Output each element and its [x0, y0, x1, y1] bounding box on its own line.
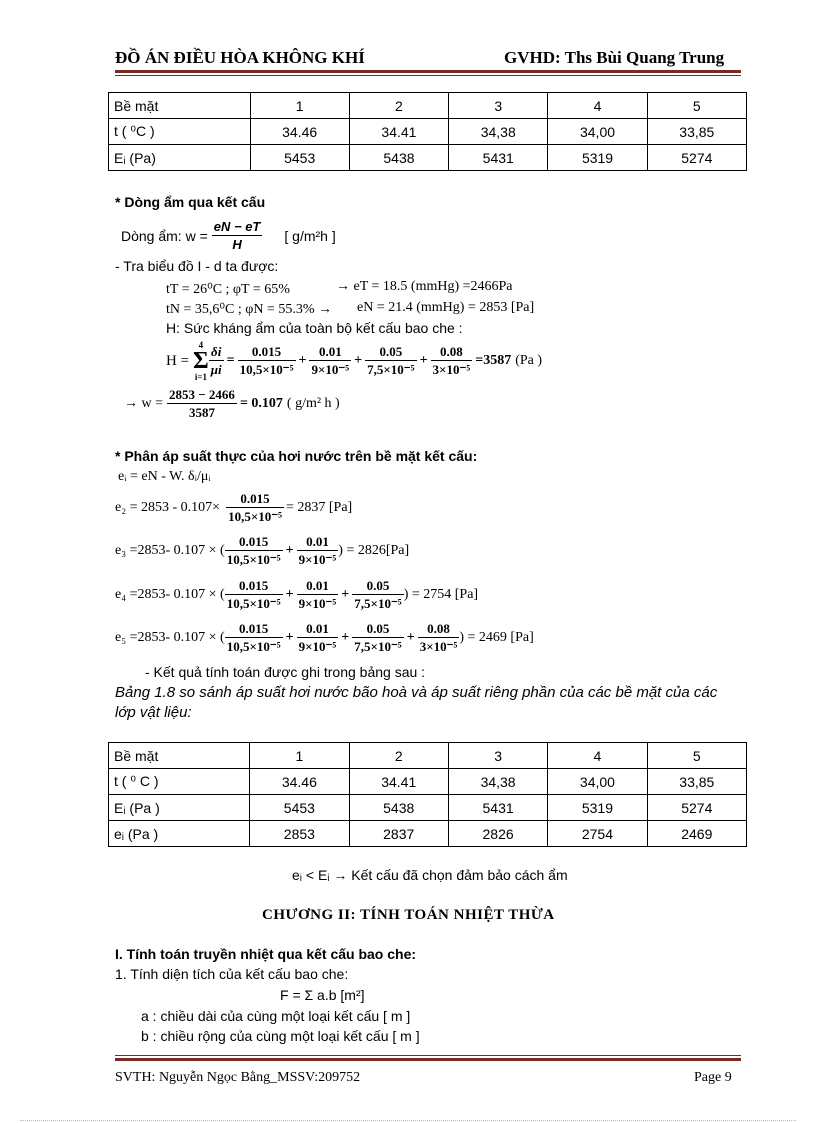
table-cell: 5274: [647, 145, 746, 171]
table-cell: 5431: [448, 795, 547, 821]
table-cell: 2469: [647, 821, 746, 847]
table-cell: 34.41: [349, 119, 448, 145]
sum-operator: [193, 340, 209, 382]
area-formula: F = Σ a.b [m²]: [280, 987, 365, 1003]
table-cell: 4: [548, 743, 647, 769]
table-row: [109, 821, 747, 847]
sum-lower: i=1: [194, 372, 207, 382]
table-row: [109, 795, 747, 821]
row-label-cell: Bề mặt: [109, 743, 250, 769]
table-cell: 2853: [250, 821, 349, 847]
layer-fraction-1: $\frac{0.015}{\text{10,5×10⁻⁵}}$: [239, 344, 294, 377]
conclusion: eᵢ < Eᵢ → Kết cấu đã chọn đảm bảo cách ẩm: [292, 867, 568, 883]
table-cell: 5274: [647, 795, 746, 821]
w-result: = 0.107: [239, 396, 283, 411]
partial-pressure-formula: eᵢ = eN - W. δᵢ/μᵢ: [118, 469, 211, 484]
footer-rule-thin: [115, 1055, 741, 1056]
flow-fraction: [212, 218, 263, 254]
table-cell: 5319: [548, 795, 647, 821]
e3-equation: e₃ =2853- 0.107 × ( $\frac{0.015}{\text{10,5×10⁻⁵}}$ + $\frac{0.01}{\text{9×10⁻⁵}}$ ) = 2826[Pa]: [115, 534, 410, 567]
table-row: [109, 119, 747, 145]
w-prefix: → w =: [124, 396, 164, 411]
e5-equation: e₅ =2853- 0.107 × ( $\frac{0.015}{\text{10,5×10⁻⁵}}$ + $\frac{0.01}{\text{9×10⁻⁵}}$ + $\frac{0.05}{\text{7,5×10⁻⁵}}$ + $\frac{0.08}{\text{3×10⁻⁵}}$ ) = 2469 [Pa]: [115, 621, 534, 654]
table-cell: 5: [647, 743, 746, 769]
moisture-flow-title: * Dòng ẩm qua kết cấu: [115, 194, 266, 210]
length-definition: a : chiều dài của cùng một loại kết cấu [ m ]: [141, 1008, 411, 1024]
inside-conditions: tT = 26⁰C ; φT = 65%: [166, 282, 290, 297]
table-cell: 2754: [548, 821, 647, 847]
page-number: Page 9: [694, 1070, 732, 1085]
table-cell: 34,00: [548, 769, 647, 795]
row-label-cell: Bề mặt: [109, 93, 251, 119]
outside-vapor-pressure: eN = 21.4 (mmHg) = 2853 [Pa]: [357, 300, 535, 315]
table-cell: 5453: [250, 795, 349, 821]
width-definition: b : chiều rộng của cùng một loại kết cấu [ m ]: [141, 1028, 420, 1044]
row-label-cell: eᵢ (Pa ): [109, 821, 250, 847]
table-cell: 4: [548, 93, 647, 119]
H-unit: (Pa ): [515, 353, 543, 368]
partial-pressure-title: * Phân áp suất thực của hơi nước trên bề mặt kết cấu:: [115, 448, 478, 464]
w-unit: ( g/m² h ): [286, 396, 340, 411]
sum-numerator: δi: [209, 343, 224, 361]
heat-transfer-title: I. Tính toán truyền nhiệt qua kết cấu bao che:: [115, 946, 417, 962]
table-cell: 2826: [448, 821, 547, 847]
table-cell: 33,85: [647, 769, 746, 795]
resistance-equation: H = 4 Σ i=1 $\frac{\delta i}{\mu i}$ = $\frac{0.015}{\text{10,5×10⁻⁵}}$ + $\frac{0.01}{\text{9×10⁻⁵}}$ + $\frac{0.05}{\text{7,5×10⁻⁵}}$ + $\frac{0.08}{\text{3×10⁻⁵}}$ =3587 (Pa ): [166, 340, 543, 382]
table-cell: 5319: [548, 145, 647, 171]
row-label-cell: Eᵢ (Pa): [109, 145, 251, 171]
flow-unit: [ g/m²h ]: [284, 228, 336, 244]
table-cell: 5438: [349, 795, 448, 821]
moisture-flow-formula: [121, 218, 336, 254]
footer-rule-thick: [115, 1058, 741, 1061]
table-cell: 2: [349, 93, 448, 119]
results-bullet: - Kết quả tính toán được ghi trong bảng sau :: [145, 664, 426, 680]
layer-fraction-4: $\frac{0.08}{\text{3×10⁻⁵}}$: [432, 344, 471, 377]
H-label: H =: [166, 352, 190, 369]
w-fraction: $\frac{2853 - 2466}{3587}$: [169, 387, 235, 420]
sum-fraction: [209, 343, 224, 379]
sum-denominator: μi: [210, 362, 222, 377]
table-cell: 2: [349, 743, 448, 769]
table-cell: 5: [647, 93, 746, 119]
e4-equation: e₄ =2853- 0.107 × ( $\frac{0.015}{\text{10,5×10⁻⁵}}$ + $\frac{0.01}{\text{9×10⁻⁵}}$ + $\frac{0.05}{\text{7,5×10⁻⁵}}$ ) = 2754 [Pa]: [115, 578, 479, 611]
table-cell: 2837: [349, 821, 448, 847]
header-rule-thin: [115, 75, 741, 76]
page-bottom-dotted-line: [20, 1120, 796, 1121]
row-label-cell: t ( ⁰C ): [109, 119, 251, 145]
H-result: =3587: [475, 353, 512, 368]
table-row: [109, 93, 747, 119]
table-cell: 5453: [250, 145, 349, 171]
table-row: [109, 743, 747, 769]
chart-lookup-line: - Tra biểu đồ I - d ta được:: [115, 258, 279, 274]
flow-numerator: eN − eT: [213, 219, 261, 234]
table-cell: 1: [250, 93, 349, 119]
table-cell: 33,85: [647, 119, 746, 145]
table-row: [109, 769, 747, 795]
layer-fraction-3: $\frac{0.05}{\text{7,5×10⁻⁵}}$: [367, 344, 415, 377]
header-title: ĐỒ ÁN ĐIỀU HÒA KHÔNG KHÍ: [115, 48, 365, 67]
surface-temperature-table: [108, 92, 747, 171]
table-cell: 1: [250, 743, 349, 769]
pressure-comparison-table: [108, 742, 747, 847]
row-label-cell: Eᵢ (Pa ): [109, 795, 250, 821]
row-label-cell: t ( ⁰ C ): [109, 769, 250, 795]
table-cell: 3: [449, 93, 548, 119]
inside-vapor-pressure: → eT = 18.5 (mmHg) =2466Pa: [336, 279, 513, 294]
table-cell: 5431: [449, 145, 548, 171]
chapter-title: CHƯƠNG II: TÍNH TOÁN NHIỆT THỪA: [262, 907, 555, 923]
header-advisor: GVHD: Ths Bùi Quang Trung: [504, 48, 725, 67]
e2-equation: e₂ = 2853 - 0.107× $\frac{0.015}{\text{10,5×10⁻⁵}}$ = 2837 [Pa]: [115, 491, 353, 524]
flow-denominator: H: [232, 237, 242, 252]
resistance-description: H: Sức kháng ẩm của toàn bộ kết cấu bao che :: [166, 320, 463, 336]
table-cell: 34.46: [250, 769, 349, 795]
table-cell: 34,00: [548, 119, 647, 145]
table-cell: 3: [448, 743, 547, 769]
sum-upper: 4: [198, 340, 204, 350]
table-cell: 34.46: [250, 119, 349, 145]
table-row: [109, 145, 747, 171]
table-caption: Bảng 1.8 so sánh áp suất hơi nước bão hoà và áp suất riêng phần của các bề mặt của các lớp vật liệu:: [115, 684, 718, 721]
flow-label: Dòng ẩm: w =: [121, 228, 208, 244]
table-cell: 34.41: [349, 769, 448, 795]
table-cell: 34,38: [449, 119, 548, 145]
table-cell: 5438: [349, 145, 448, 171]
table-cell: 34,38: [448, 769, 547, 795]
footer-student: SVTH: Nguyễn Ngọc Bằng_MSSV:209752: [115, 1070, 361, 1085]
header-rule-thick: [115, 70, 741, 73]
flow-result-equation: [124, 386, 340, 422]
sigma-icon: Σ: [193, 348, 209, 374]
outside-conditions: tN = 35,6⁰C ; φN = 55.3% →: [166, 302, 332, 317]
layer-fraction-2: $\frac{0.01}{\text{9×10⁻⁵}}$: [311, 344, 350, 377]
area-item: 1. Tính diện tích của kết cấu bao che:: [115, 966, 349, 982]
